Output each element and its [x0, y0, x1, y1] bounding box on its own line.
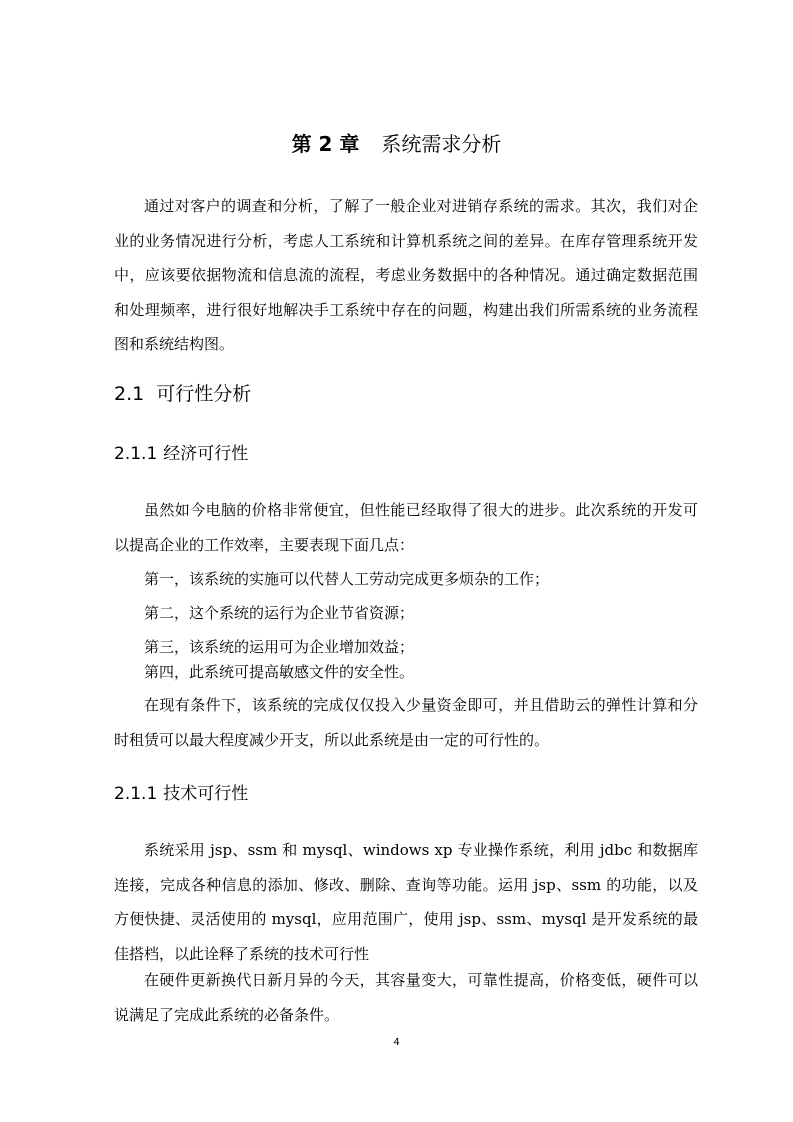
subsection-number: 2.1.1 [114, 444, 158, 464]
technical-paragraph-2: 在硬件更新换代日新月异的今天，其容量变大，可靠性提高，价格变低，硬件可以说满足了完成此系统的必备条件。 [114, 971, 698, 1024]
subsection-heading-technical [114, 780, 248, 808]
section-title: 可行性分析 [156, 383, 252, 405]
section-heading-2-1 [114, 379, 251, 409]
subsection-title: 技术可行性 [163, 784, 249, 804]
section-number: 2.1 [114, 383, 145, 405]
chapter-title [0, 128, 793, 160]
chapter-number: 第 2 章 [291, 132, 360, 156]
economic-point-1: 第一，该系统的实施可以代替人工劳动完成更多烦杂的工作； [144, 570, 550, 588]
subsection-heading-economic [114, 440, 248, 468]
technical-paragraph-1: 系统采用 jsp、ssm 和 mysql、windows xp 专业操作系统，利用 jdbc 和数据库连接，完成各种信息的添加、修改、删除、查询等功能。运用 jsp、ssm 的功能，以及方便快捷、灵活使用的 mysql，应用范围广，使用 jsp、ssm、mysql 是开发系统的最佳搭档，以此诠释了系统的技术可行性 [114, 841, 698, 963]
page-number: 4 [393, 1037, 400, 1048]
economic-point-2: 第二，这个系统的运行为企业节省资源； [144, 604, 415, 622]
subsection-number: 2.1.1 [114, 784, 158, 804]
subsection-title: 经济可行性 [163, 444, 249, 464]
economic-intro-paragraph: 虽然如今电脑的价格非常便宜，但性能已经取得了很大的进步。此次系统的开发可以提高企业的工作效率，主要表现下面几点： [114, 501, 698, 554]
economic-point-3: 第三，该系统的运用可为企业增加效益； [144, 638, 415, 656]
economic-point-4: 第四，此系统可提高敏感文件的安全性。 [144, 663, 415, 681]
chapter-intro-paragraph: 通过对客户的调查和分析，了解了一般企业对进销存系统的需求。其次，我们对企业的业务情况进行分析，考虑人工系统和计算机系统之间的差异。在库存管理系统开发中，应该要依据物流和信息流的流程，考虑业务数据中的各种情况。通过确定数据范围和处理频率，进行很好地解决手工系统中存在的问题，构建出我们所需系统的业务流程图和系统结构图。 [114, 197, 698, 353]
chapter-name: 系统需求分析 [381, 132, 502, 156]
economic-conclusion-paragraph: 在现有条件下，该系统的完成仅仅投入少量资金即可，并且借助云的弹性计算和分时租赁可以最大程度减少开支，所以此系统是由一定的可行性的。 [114, 696, 698, 749]
